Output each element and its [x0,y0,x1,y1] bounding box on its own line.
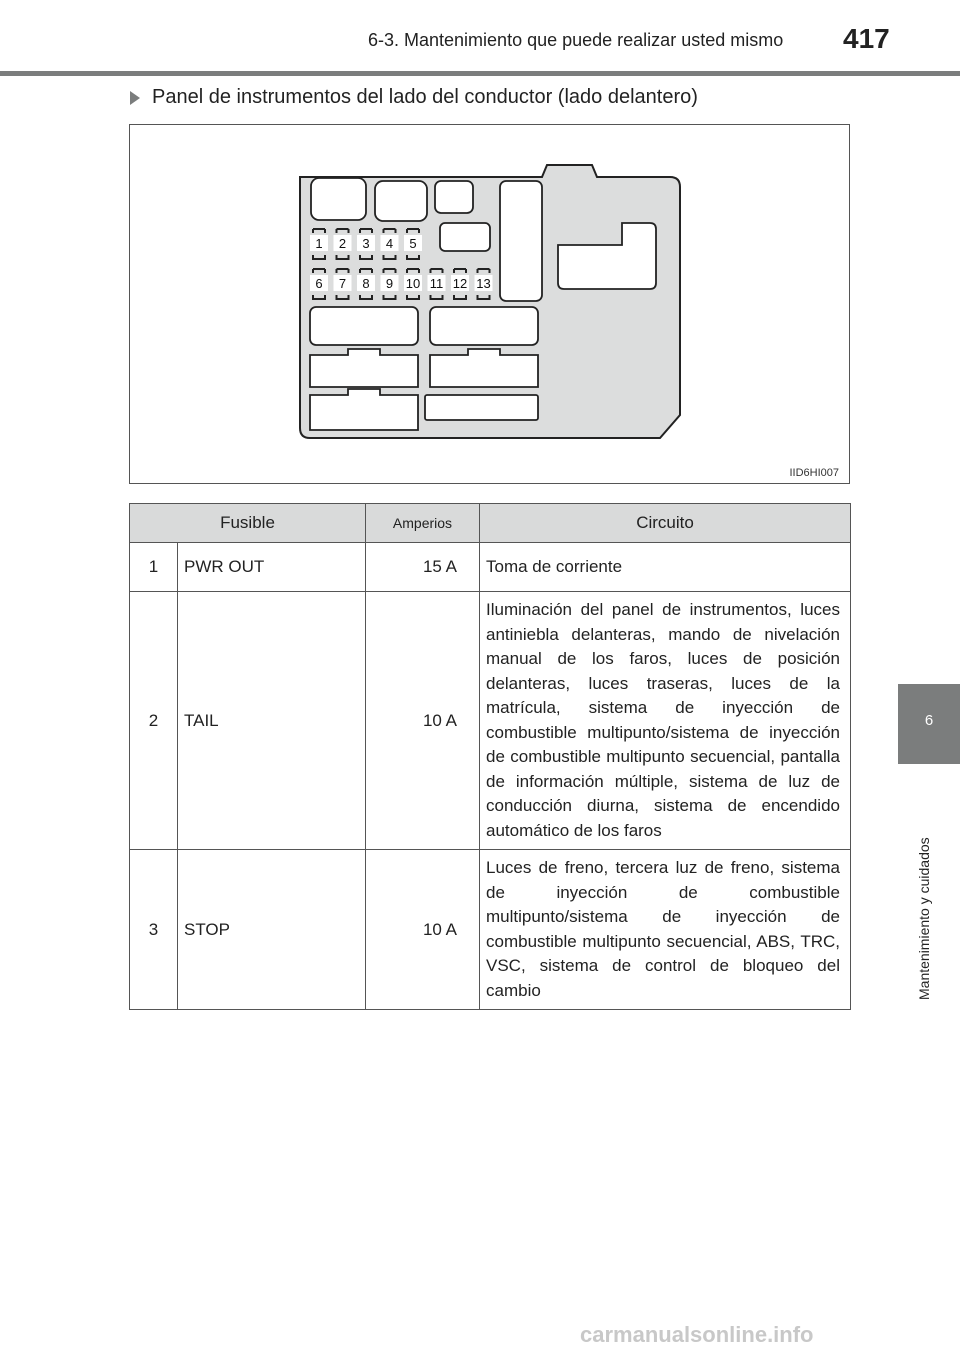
fuse-number-label: 2 [338,236,347,251]
connector-slot [430,307,538,345]
relay-slot [435,181,473,213]
fuse-number-label: 4 [385,236,394,251]
fuse-amps: 10 A [366,850,480,1010]
relay-slot [311,178,366,220]
fuse-number: 3 [130,850,178,1010]
fuse-number-label: 10 [405,276,421,291]
fuse-number-label: 11 [429,276,444,291]
connector-slot [500,181,542,301]
fuse-number-label: 13 [476,276,491,291]
fuse-number-label: 9 [385,276,394,291]
connector-slot [310,349,418,387]
page-number: 417 [843,23,890,54]
fuse-number-label: 7 [338,276,347,291]
fuse-name: TAIL [178,592,366,850]
chapter-number: 6 [924,712,934,729]
fuse-circuit: Iluminación del panel de instrumentos, luces antiniebla delanteras, mando de nivelación manual de los faros, luces de posición delanteras, luces traseras, luces de la matrícula, sistema de inyección de combustible multipunto/sistema de inyección de combustible multipunto secuencial, pantalla de información múltiple, sistema de luz de conducción diurna, sistema de encendido automático de los faros [480,592,851,850]
header-divider [0,71,960,76]
fuse-number-label: 5 [409,236,417,251]
connector-slot [310,389,418,430]
watermark: carmanualsonline.info [580,1322,814,1347]
relay-slot [375,181,427,221]
fuse-number-label: 8 [362,276,370,291]
fuse-number-label: 3 [362,236,370,251]
header-fuse: Fusible [130,504,366,543]
fuse-number-label: 1 [315,236,323,251]
fuse-amps: 10 A [366,592,480,850]
connector-slot [425,395,538,420]
table-row [130,592,851,850]
fuse-box-diagram [129,124,850,484]
header-circuit: Circuito [480,504,851,543]
fuse-amps: 15 A [366,543,480,592]
table-row [130,850,851,1010]
section-heading [130,86,698,109]
fuse-number: 2 [130,592,178,850]
chapter-title: Mantenimiento y cuidados [916,837,932,1000]
fuse-number-label: 6 [315,276,323,291]
connector-slot [430,349,538,387]
triangle-bullet-icon [130,91,140,105]
connector-slot [310,307,418,345]
image-code: IID6HI007 [789,467,839,479]
fuse-table [129,503,851,1010]
section-heading-text: Panel de instrumentos del lado del conductor (lado delantero) [152,86,698,108]
fuse-number-label: 12 [452,276,468,291]
fuse-circuit: Luces de freno, tercera luz de freno, sistema de inyección de combustible multipunto/sistema de inyección de combustible multipunto secuencial, ABS, TRC, VSC, sistema de control de bloqueo del cambio [480,850,851,1010]
header-amps: Amperios [366,504,480,543]
fuse-name: STOP [178,850,366,1010]
section-header-title: 6-3. Mantenimiento que puede realizar usted mismo [368,30,784,50]
connector-slot [440,223,490,251]
table-header-row [130,504,851,543]
fuse-circuit: Toma de corriente [480,543,851,592]
table-row [130,543,851,592]
fuse-box-illustration [130,125,851,485]
fuse-number: 1 [130,543,178,592]
fuse-name: PWR OUT [178,543,366,592]
